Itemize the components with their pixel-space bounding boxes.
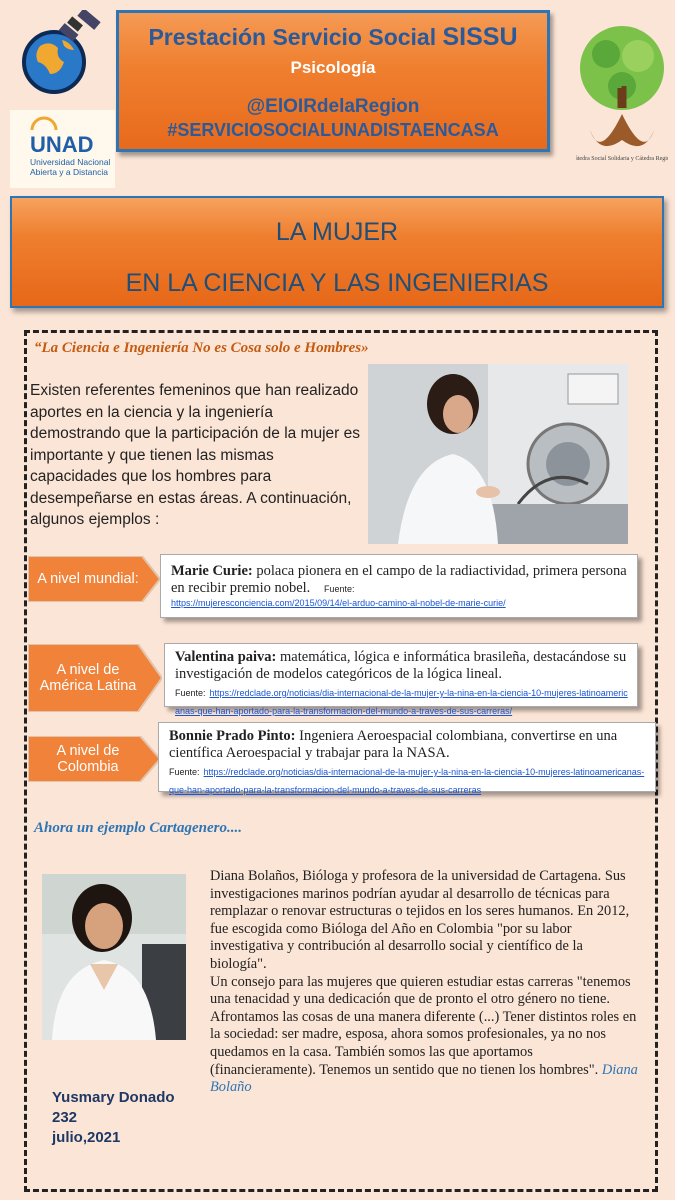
author-name: Yusmary Donado	[52, 1089, 175, 1106]
diana-photo-image	[42, 874, 186, 1040]
title-line1: LA MUJER	[275, 218, 399, 246]
header-subtitle: Psicología	[290, 58, 376, 77]
level-label-text: A nivel de América Latina	[39, 662, 137, 694]
header-title-prefix: Prestación Servicio Social	[148, 24, 437, 50]
author-date: julio,2021	[52, 1129, 121, 1146]
bio-text-block	[210, 868, 640, 1097]
level-label-text: A nivel mundial:	[37, 571, 139, 587]
header-title	[119, 23, 547, 52]
author-group: 232	[52, 1109, 78, 1126]
level-label-mundial	[28, 556, 160, 602]
catedra-tree-logo	[576, 10, 668, 170]
unad-line2: Abierta y a Distancia	[30, 167, 108, 177]
bio-paragraph: Diana Bolaños, Bióloga y profesora de la universidad de Cartagena. Sus investigaciones marinos podrían ayudar al desarrollo de técnicas para remplazar o renovar estructuras o tejidos en los seres humanos. En 2012, fue escogida como Bióloga del Año en Colombia "por su labor investigativa y contribución al desarrollo social y científico de la biología".	[210, 868, 630, 972]
card-source-link[interactable]: https://mujeresconciencia.com/2015/09/14/el-arduo-camino-al-nobel-de-marie-curie/	[171, 598, 506, 608]
card-source-link[interactable]: https://redclade.org/noticias/dia-internacional-de-la-mujer-y-la-nina-en-la-ciencia-10-mujeres-latinoamericanas-que-han-aportado-para-la-transformacion-del-mundo-a-traves-de-sus-carreras/	[175, 688, 628, 716]
card-valentina-paiva	[164, 643, 638, 716]
cartagena-heading: Ahora un ejemplo Cartagenero....	[34, 820, 242, 836]
card-name: Marie Curie:	[171, 563, 253, 579]
level-label-colombia	[28, 736, 160, 782]
tree-logo-text: Cátedra Social Solidaria y Cátedra Región	[576, 156, 668, 162]
level-label-america-latina	[28, 644, 162, 712]
card-name: Bonnie Prado Pinto:	[169, 728, 296, 744]
card-description: matemática, lógica e informática brasileña, destacándose su investigación de modelos categóricos de la lógica lineal.	[175, 649, 627, 682]
header-hashtag: #SERVICIOSOCIALUNADISTAENCASA	[167, 120, 499, 140]
card-marie-curie	[160, 554, 638, 618]
title-line2: EN LA CIENCIA Y LAS INGENIERIAS	[125, 269, 549, 297]
header-title-brand: SISSU	[442, 23, 518, 51]
card-name: Valentina paiva:	[175, 649, 277, 665]
header-handle: @ElOIRdelaRegion	[246, 96, 420, 117]
title-banner	[10, 196, 664, 308]
bio-quote: Un consejo para las mujeres que quieren estudiar estas carreras "tenemos una tenacidad y una dedicación que de pronto el otro género no tiene. Afrontamos las cosas de una manera diferente (...) Tener distintos roles en la sociedad: ser madre, esposa, ahora somos profesionales, ya no nos quedamos en la casa. También somos las que aportamos (financieramente). Tenemos un sentido que no tienen los hombres".	[210, 973, 637, 1078]
intro-text: Existen referentes femeninos que han realizado aportes en la ciencia y la ingeniería demostrando que la participación de la mujer es importante y que tienen las mismas capacidades que los hombres para desempeñarse en estas áreas. A continuación, algunos ejemplos :	[30, 382, 360, 528]
level-label-text: A nivel de Colombia	[56, 743, 120, 775]
card-source-label: Fuente:	[169, 767, 200, 777]
card-source-label: Fuente:	[323, 584, 355, 594]
lab-photo-image	[368, 364, 628, 544]
author-block	[52, 1088, 175, 1148]
card-source-label: Fuente:	[175, 688, 206, 698]
header-banner	[116, 10, 550, 152]
card-description: polaca pionera en el campo de la radiactividad, primera persona en recibir premio nobel.	[171, 563, 627, 596]
unad-line1: Universidad Nacional	[30, 157, 111, 167]
globe-satellite-logo	[12, 10, 104, 102]
quote-heading: “La Ciencia e Ingeniería No es Cosa solo e Hombres»	[34, 340, 369, 356]
card-source-link[interactable]: https://redclade.org/noticias/dia-internacional-de-la-mujer-y-la-nina-en-la-ciencia-10-mujeres-latinoamericanas-que-han-aportado-para-la-transformacion-del-mundo-a-traves-de-sus-carreras	[169, 767, 645, 795]
bio-citation: Diana Bolaño	[210, 1061, 638, 1096]
card-description: Ingeniera Aeroespacial colombiana, convertirse en una científica Aeroespacial y trabajar para la NASA.	[169, 728, 618, 761]
unad-logo	[10, 110, 115, 188]
unad-name: UNAD	[30, 132, 94, 157]
card-bonnie-prado	[158, 722, 656, 795]
